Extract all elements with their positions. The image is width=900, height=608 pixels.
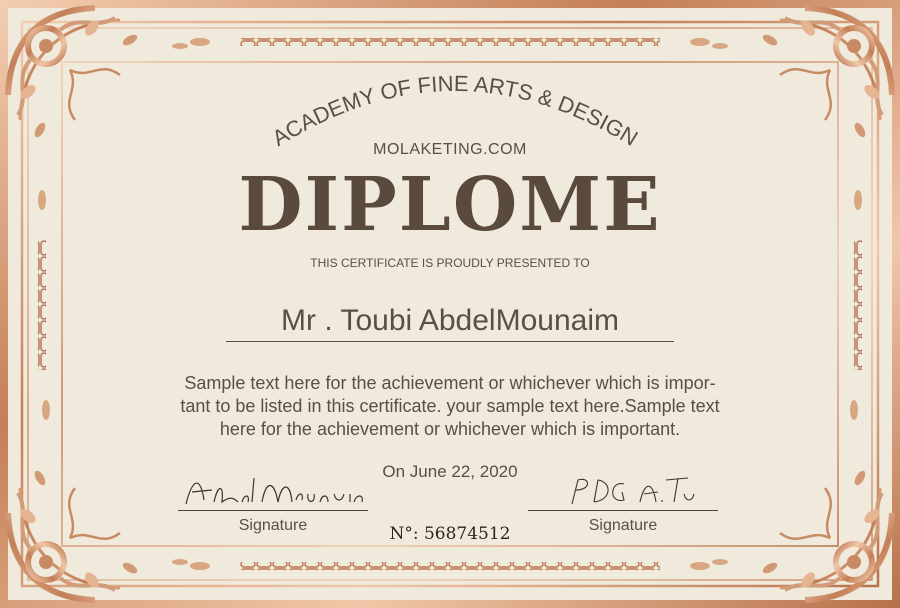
svg-text:ACADEMY OF FINE ARTS & DESIGN — [268, 71, 643, 151]
signature-label: Signature — [238, 517, 308, 534]
presented-line: THIS CERTIFICATE IS PROUDLY PRESENTED TO — [310, 256, 590, 270]
institution-name: ACADEMY OF FINE ARTS & DESIGN — [267, 70, 643, 151]
signature-handwriting — [528, 470, 718, 511]
achievement-line: Sample text here for the achievement or whichever which is impor- — [184, 373, 716, 393]
serial-number: N°: 56874512 — [389, 524, 511, 544]
website-label: MOLAKETING.COM — [373, 141, 527, 158]
achievement-text — [140, 372, 760, 441]
issue-date: On June 22, 2020 — [382, 462, 518, 481]
signature-label: Signature — [588, 517, 658, 534]
recipient-name: Mr . Toubi AbdelMounaim — [226, 304, 674, 342]
achievement-line: tant to be listed in this certificate. your sample text here.Sample text — [180, 396, 720, 416]
signature-handwriting — [178, 470, 368, 511]
achievement-line: here for the achievement or whichever which is important. — [219, 419, 681, 439]
certificate-title: DIPLOME — [238, 162, 662, 248]
